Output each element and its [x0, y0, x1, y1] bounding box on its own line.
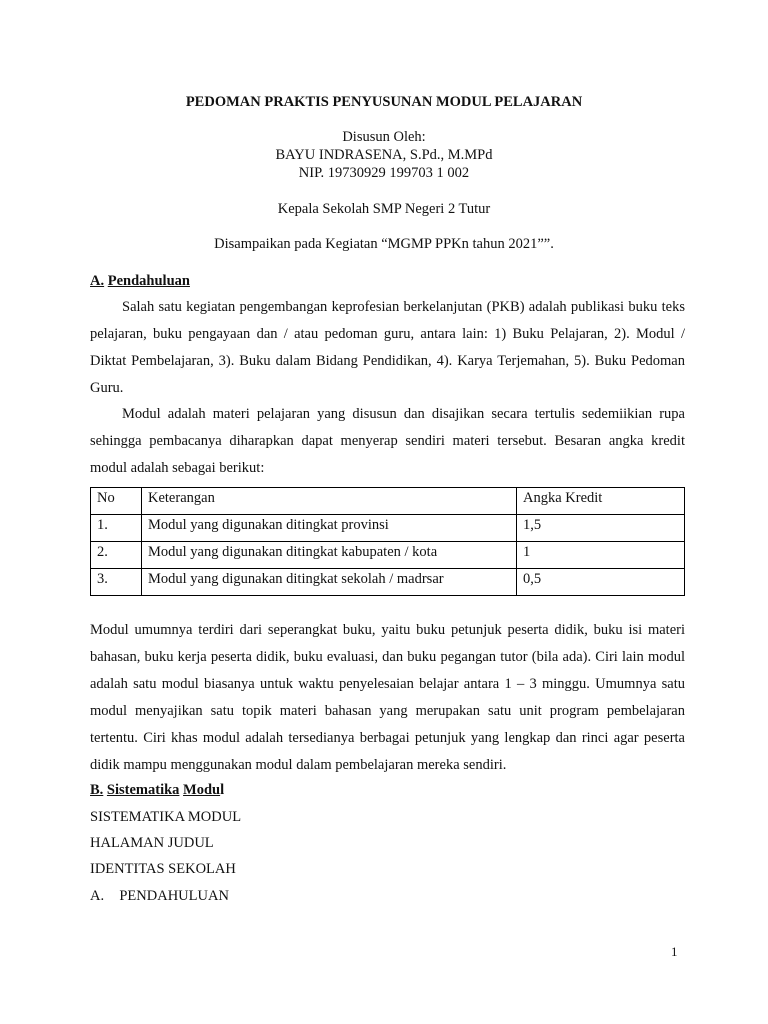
section-b-title-word-2-tail: l [220, 782, 225, 798]
table-row [91, 569, 685, 596]
list-item-letter: A. [90, 888, 105, 904]
credit-table [90, 487, 685, 596]
event-line: Disampaikan pada Kegiatan “MGMP PPKn tahun 2021””. [214, 236, 554, 252]
section-a-paragraph-3: Modul umumnya terdiri dari seperangkat buku, yaitu buku petunjuk peserta didik, buku isi materi bahasan, buku kerja peserta didik, buku evaluasi, dan buku pegangan tutor (bila ada). Ciri lain modul adalah satu modul biasanya untuk waktu penyelesaian belajar antara 1 – 3 minggu. Umumnya satu modul menyajikan satu topik materi bahasan yang merupakan satu unit program pembelajaran tertentu. Ciri khas modul adalah tersedianya berbagai petunjuk yang lengkap dan rinci agar peserta didik mampu menggunakan modul dalam pembelajaran mereka sendiri. [90, 622, 685, 773]
section-a-letter: A. [90, 273, 105, 289]
table-row [91, 515, 685, 542]
section-b-title-word-2: Modu [183, 782, 221, 798]
list-item-label: PENDAHULUAN [119, 888, 229, 904]
table-row [91, 542, 685, 569]
page-number: 1 [671, 944, 678, 959]
table-header-row [91, 488, 685, 515]
table-cell: 0,5 [517, 569, 685, 596]
section-b-letter: B. [90, 782, 104, 798]
section-a-paragraph-1: Salah satu kegiatan pengembangan keprofesian berkelanjutan (PKB) adalah publikasi buku teks pelajaran, buku pengayaan dan / atau pedoman guru, antara lain: 1) Buku Pelajaran, 2). Modul / Diktat Pembelajaran, 3). Buku dalam Bidang Pendidikan, 4). Karya Terjemahan, 5). Buku Pedoman Guru. [90, 299, 685, 396]
list-item-pendahuluan [90, 888, 229, 905]
author-label: Disusun Oleh: [342, 129, 426, 145]
table-cell: 2. [91, 542, 142, 569]
list-item: IDENTITAS SEKOLAH [90, 861, 236, 877]
list-item: SISTEMATIKA MODUL [90, 809, 242, 825]
table-header-angka-kredit: Angka Kredit [517, 488, 685, 515]
table-cell: Modul yang digunakan ditingkat sekolah / madrsar [142, 569, 517, 596]
section-a-title: Pendahuluan [107, 273, 190, 289]
table-header-no: No [91, 488, 142, 515]
document-title: PEDOMAN PRAKTIS PENYUSUNAN MODUL PELAJARAN [185, 94, 583, 110]
section-a-paragraph-2: Modul adalah materi pelajaran yang disusun dan disajikan secara tertulis sedemiikian rupa sehingga pembacanya diharapkan dapat menyerap sendiri materi tersebut. Besaran angka kredit modul adalah sebagai berikut: [90, 406, 685, 476]
section-b-title-word-1: Sistematika [106, 782, 180, 798]
list-item: HALAMAN JUDUL [90, 835, 214, 851]
table-cell: 1,5 [517, 515, 685, 542]
section-a-heading [90, 273, 190, 290]
table-cell: Modul yang digunakan ditingkat provinsi [142, 515, 517, 542]
table-cell: Modul yang digunakan ditingkat kabupaten / kota [142, 542, 517, 569]
author-name: BAYU INDRASENA, S.Pd., M.MPd [275, 147, 493, 163]
table-header-keterangan: Keterangan [142, 488, 517, 515]
table-cell: 1 [517, 542, 685, 569]
section-b-heading [90, 782, 224, 799]
table-cell: 1. [91, 515, 142, 542]
author-nip: NIP. 19730929 199703 1 002 [298, 165, 470, 181]
author-position: Kepala Sekolah SMP Negeri 2 Tutur [277, 201, 491, 217]
table-cell: 3. [91, 569, 142, 596]
